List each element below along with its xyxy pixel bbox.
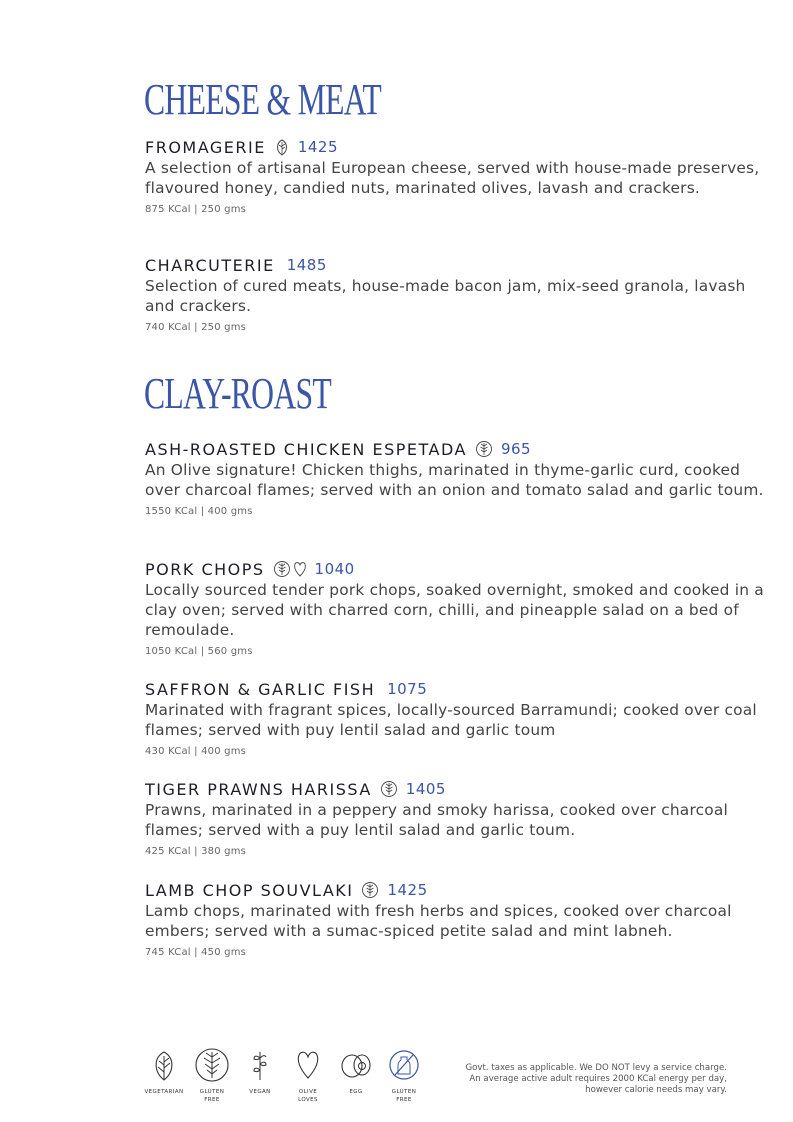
item-name: LAMB CHOP SOUVLAKI — [145, 880, 354, 900]
legend-item-gluten-free — [188, 1046, 236, 1104]
menu-item-pork-chops — [145, 558, 765, 657]
legend-label: VEGETARIAN — [144, 1089, 184, 1095]
item-nutrition: 430 KCal | 400 gms — [145, 746, 247, 757]
item-name: PORK CHOPS — [145, 559, 265, 579]
item-nutrition: 745 KCal | 450 gms — [145, 947, 247, 958]
item-nutrition: 1550 KCal | 400 gms — [145, 506, 253, 517]
section-title-clay-roast: CLAY-ROAST — [144, 369, 332, 418]
footnote-line: An average active adult requires 2000 KCal energy per day, — [469, 1074, 727, 1084]
footnote-line: however calorie needs may vary. — [585, 1085, 727, 1095]
item-price: 1405 — [405, 780, 446, 798]
item-price: 1040 — [314, 560, 355, 578]
item-price: 1425 — [297, 138, 339, 156]
vegetarian-icon — [274, 139, 290, 156]
legend-item-olive-loves — [284, 1046, 332, 1104]
footnote — [427, 1063, 727, 1096]
gluten-free-icon — [193, 1046, 231, 1084]
item-description: Selection of cured meats, house-made bacon jam, mix-seed granola, lavash and crackers. — [145, 277, 746, 315]
section-title-cheese-meat: CHEESE & MEAT — [144, 75, 382, 124]
item-name: FROMAGERIE — [145, 137, 266, 157]
item-description: Prawns, marinated in a peppery and smoky harissa, cooked over charcoal flames; served with a puy lentil salad and garlic toum. — [145, 801, 729, 839]
menu-item-saffron-garlic-fish — [145, 678, 765, 757]
item-name: SAFFRON & GARLIC FISH — [145, 679, 376, 699]
item-price: 1485 — [286, 256, 327, 274]
item-description: Locally sourced tender pork chops, soaked overnight, smoked and cooked in a clay oven; served with charred corn, chilli, and pineapple salad on a bed of remoulade. — [145, 581, 764, 639]
legend-label: GLUTEN FREE — [199, 1089, 225, 1103]
item-description: A selection of artisanal European cheese, served with house-made preserves, flavoured honey, candied nuts, marinated olives, lavash and crackers. — [145, 159, 760, 197]
item-name: CHARCUTERIE — [145, 255, 275, 275]
menu-item-tiger-prawns — [145, 778, 765, 857]
menu-item-lamb-chop-souvlaki — [145, 879, 745, 958]
item-price: 965 — [500, 440, 532, 458]
olive-loves-icon — [295, 1046, 321, 1084]
vegetarian-icon — [149, 1046, 179, 1084]
egg-icon — [339, 1046, 373, 1084]
legend-item-gluten-free-alt — [380, 1046, 428, 1104]
item-description: An Olive signature! Chicken thighs, marinated in thyme-garlic curd, cooked over charcoal flames; served with an onion and tomato salad and garlic toum. — [145, 461, 764, 499]
item-nutrition: 1050 KCal | 560 gms — [145, 646, 253, 657]
legend-item-egg — [332, 1046, 380, 1104]
legend-label: VEGAN — [249, 1089, 271, 1095]
item-nutrition: 425 KCal | 380 gms — [145, 846, 247, 857]
gluten-free-icon — [361, 881, 379, 899]
gluten-free-icon — [380, 780, 398, 798]
menu-item-fromagerie — [145, 136, 765, 215]
item-nutrition: 740 KCal | 250 gms — [145, 322, 247, 333]
item-description: Marinated with fragrant spices, locally-sourced Barramundi; cooked over coal flames; served with puy lentil salad and garlic toum — [145, 701, 757, 739]
item-price: 1075 — [387, 680, 428, 698]
legend-label: EGG — [349, 1089, 363, 1095]
legend-label: GLUTEN FREE — [391, 1089, 417, 1103]
item-name: TIGER PRAWNS HARISSA — [145, 779, 372, 799]
gluten-free-icon — [475, 440, 493, 458]
item-nutrition: 875 KCal | 250 gms — [145, 204, 247, 215]
gluten-free-alt-icon — [387, 1046, 421, 1084]
item-price: 1425 — [387, 881, 428, 899]
menu-item-chicken-espetada — [145, 438, 765, 517]
dietary-legend — [140, 1046, 428, 1104]
legend-item-vegan — [236, 1046, 284, 1104]
vegan-icon — [247, 1046, 273, 1084]
menu-item-charcuterie — [145, 254, 765, 333]
footnote-line: Govt. taxes as applicable. We DO NOT levy a service charge. — [465, 1063, 727, 1073]
olive-loves-icon — [293, 560, 307, 578]
legend-item-vegetarian — [140, 1046, 188, 1104]
gluten-free-icon — [273, 560, 291, 578]
legend-label: OLIVE LOVES — [298, 1089, 318, 1103]
item-description: Lamb chops, marinated with fresh herbs and spices, cooked over charcoal embers; served with a sumac-spiced petite salad and mint labneh. — [145, 902, 732, 940]
item-name: ASH-ROASTED CHICKEN ESPETADA — [145, 439, 467, 459]
